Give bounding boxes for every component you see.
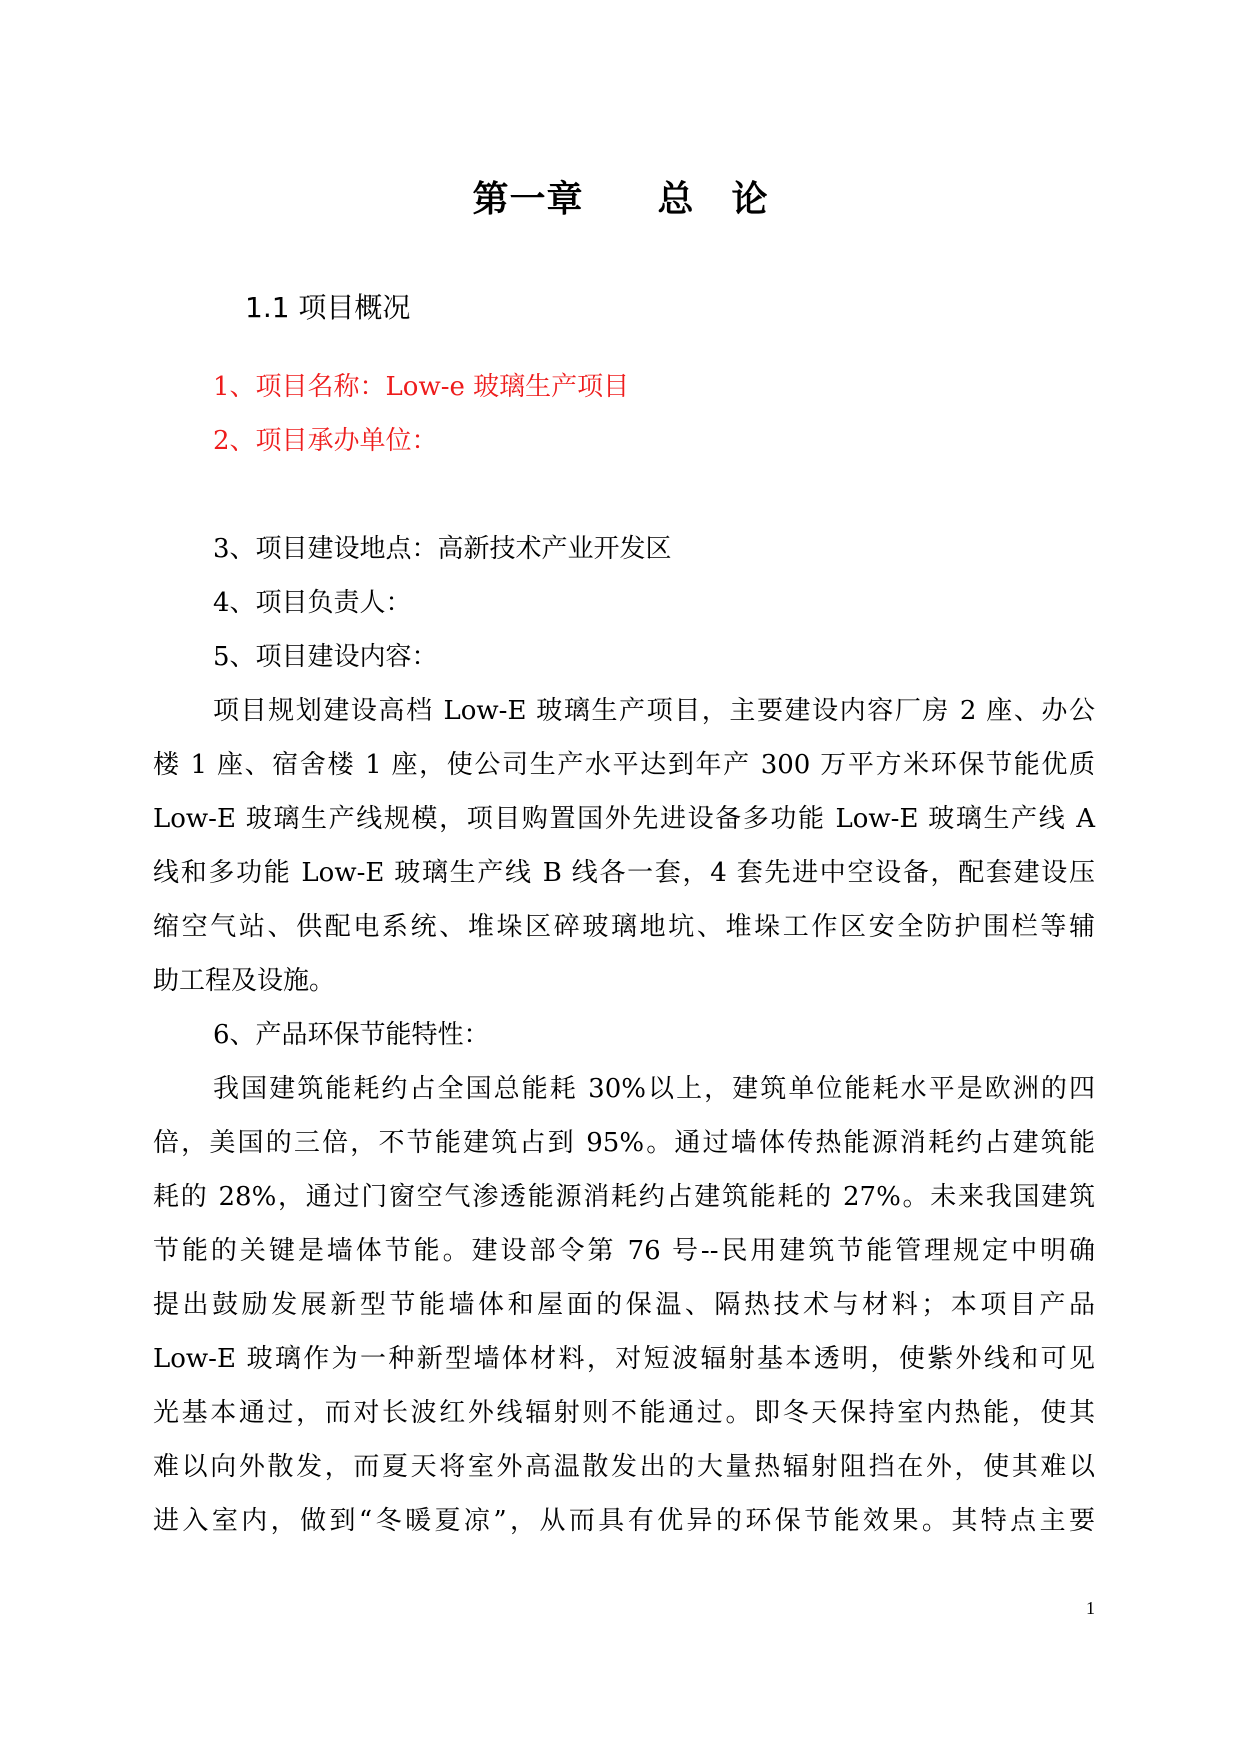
paragraph1-line: 楼 1 座、宿舍楼 1 座，使公司生产水平达到年产 300 万平方米环保节能优质 <box>153 750 1095 780</box>
paragraph2-line: Low-E 玻璃作为一种新型墙体材料，对短波辐射基本透明，使紫外线和可见 <box>153 1344 1095 1374</box>
chapter-title: 第一章 总 论 <box>472 179 769 220</box>
paragraph1-line: 项目规划建设高档 Low-E 玻璃生产项目，主要建设内容厂房 2 座、办公 <box>213 696 1095 726</box>
paragraph2-line: 提出鼓励发展新型节能墙体和屋面的保温、隔热技术与材料；本项目产品 <box>153 1290 1095 1320</box>
paragraph2-line: 节能的关键是墙体节能。建设部令第 76 号--民用建筑节能管理规定中明确 <box>153 1236 1095 1266</box>
paragraph2-line: 进入室内，做到“冬暖夏凉”，从而具有优异的环保节能效果。其特点主要 <box>153 1506 1095 1536</box>
section-title: 1.1 项目概况 <box>245 291 411 324</box>
paragraph1-line: Low-E 玻璃生产线规模，项目购置国外先进设备多功能 Low-E 玻璃生产线 A <box>153 804 1095 834</box>
page-number: 1 <box>1086 1598 1095 1618</box>
item-project-name: 1、项目名称：Low-e 玻璃生产项目 <box>213 372 630 402</box>
paragraph2-line: 光基本通过，而对长波红外线辐射则不能通过。即冬天保持室内热能，使其 <box>153 1398 1095 1428</box>
item-responsible-person: 4、项目负责人： <box>213 588 412 618</box>
paragraph2-line: 耗的 28%，通过门窗空气渗透能源消耗约占建筑能耗的 27%。未来我国建筑 <box>153 1182 1095 1212</box>
item-construction-content: 5、项目建设内容： <box>213 642 438 672</box>
paragraph2-line: 难以向外散发，而夏天将室外高温散发出的大量热辐射阻挡在外，使其难以 <box>153 1452 1095 1482</box>
item-location: 3、项目建设地点：高新技术产业开发区 <box>213 534 672 564</box>
paragraph1-line: 缩空气站、供配电系统、堆垛区碎玻璃地坑、堆垛工作区安全防护围栏等辅 <box>153 912 1095 942</box>
item-organizer: 2、项目承办单位： <box>213 426 438 456</box>
paragraph2-line: 我国建筑能耗约占全国总能耗 30%以上，建筑单位能耗水平是欧洲的四 <box>213 1074 1095 1104</box>
paragraph2-line: 倍，美国的三倍，不节能建筑占到 95%。通过墙体传热能源消耗约占建筑能 <box>153 1128 1095 1158</box>
paragraph1-line: 助工程及设施。 <box>153 966 336 996</box>
item-product-features: 6、产品环保节能特性： <box>213 1020 490 1050</box>
paragraph1-line: 线和多功能 Low-E 玻璃生产线 B 线各一套，4 套先进中空设备，配套建设压 <box>153 858 1095 888</box>
